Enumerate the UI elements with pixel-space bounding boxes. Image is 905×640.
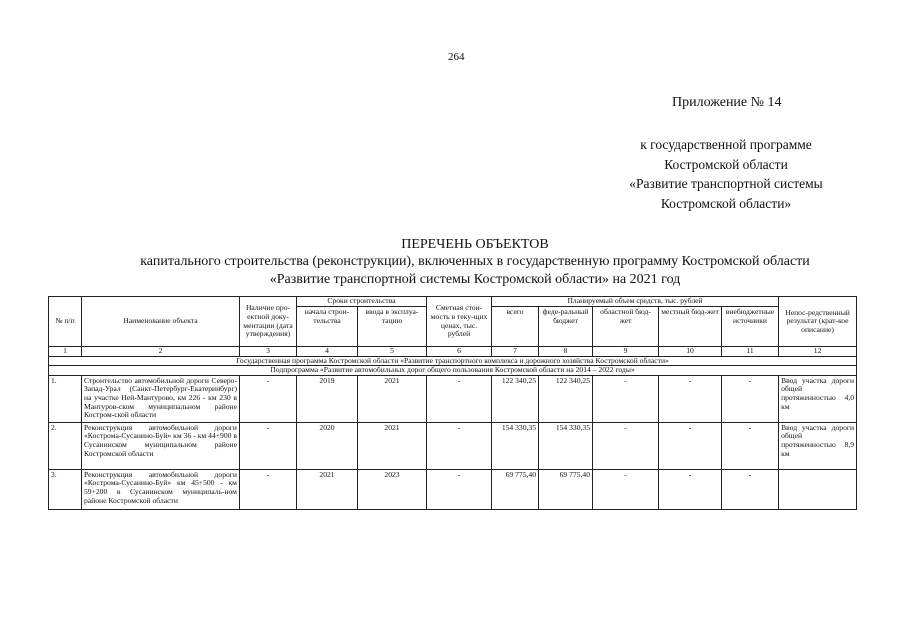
subprogram-row [49,366,857,376]
table-row [49,422,857,469]
document-title: ПЕРЕЧЕНЬ ОБЪЕКТОВ [401,237,549,252]
appendix-line: Костромской области [664,156,788,172]
row-num: 1. [49,375,82,422]
row-offbudget: - [722,375,779,422]
header-docs: Наличие про-ектной доку-ментации (дата утверждения) [240,297,297,347]
row-total: 154 330,35 [492,422,539,469]
row-offbudget: - [722,469,779,509]
row-name: Реконструкция автомобильной дороги «Кострома-Сусанино-Буй» км 45+500 - км 59+200 в Сусанинском муниципаль-ном районе Костромской области [82,469,240,509]
column-number: 9 [593,347,659,357]
row-local: - [659,422,722,469]
row-docs: - [240,375,297,422]
header-offbudget: внебюджетные источники [722,307,779,347]
row-name: Реконструкция автомобильной дороги «Кострома-Сусанино-Буй» км 36 - км 44+900 в Сусанинском муниципальном районе Костромской области [82,422,240,469]
row-local: - [659,469,722,509]
column-number: 5 [358,347,427,357]
header-funds-group: Планируемый объем средств, тыс. рублей [492,297,779,307]
program-title: Государственная программа Костромской области «Развитие транспортного комплекса и дорожного хозяйства Костромской области» [49,356,857,366]
row-total: 122 340,25 [492,375,539,422]
row-docs: - [240,422,297,469]
row-regional: - [593,375,659,422]
row-start: 2020 [297,422,358,469]
column-number: 10 [659,347,722,357]
header-federal: феде-ральный бюджет [539,307,593,347]
column-number: 1 [49,347,82,357]
row-name: Строительство автомобильной дороги Северо-Запад-Урал (Санкт-Петербург-Екатеринбург) на участке Ней-Мантурово, км 226 - км 230 в Мантуров-ском муниципальном районе Костром-ской области [82,375,240,422]
row-federal: 122 340,25 [539,375,593,422]
column-number: 4 [297,347,358,357]
row-regional: - [593,422,659,469]
appendix-title: Приложение № 14 [672,95,782,110]
document-subtitle-program: «Развитие транспортной системы Костромской области» на 2021 год [269,272,681,287]
header-row-1 [49,297,857,307]
header-local: местный бюд-жет [659,307,722,347]
column-numbers-row [49,347,857,357]
row-result: Ввод участка дороги общей протяженностью 4,0 км [779,375,857,422]
header-commission: ввода в эксплуа-тацию [358,307,427,347]
row-num: 3. [49,469,82,509]
row-federal: 69 775,40 [539,469,593,509]
row-num: 2. [49,422,82,469]
page-number: 264 [448,51,465,63]
table-row [49,375,857,422]
row-commission: 2023 [358,469,427,509]
row-local: - [659,375,722,422]
row-commission: 2021 [358,375,427,422]
appendix-line: Костромской области» [660,195,792,211]
row-docs: - [240,469,297,509]
row-start: 2019 [297,375,358,422]
table-row [49,469,857,509]
header-name: Наименование объекта [82,297,240,347]
header-estimate: Сметная стои-мость в теку-щих ценах, тыс. рублей [427,297,492,347]
column-number: 3 [240,347,297,357]
appendix-line: «Развитие транспортной системы [629,176,823,191]
program-row [49,356,857,366]
row-estimate: - [427,422,492,469]
row-offbudget: - [722,422,779,469]
row-estimate: - [427,375,492,422]
row-start: 2021 [297,469,358,509]
row-result [779,469,857,509]
header-regional: областной бюд-жет [593,307,659,347]
header-result: Непос-редственный результат (крат-кое описание) [779,297,857,347]
objects-table [48,296,857,510]
column-number: 12 [779,347,857,357]
column-number: 2 [82,347,240,357]
column-number: 6 [427,347,492,357]
header-terms-group: Сроки строительства [297,297,427,307]
row-regional: - [593,469,659,509]
appendix-line: к государственной программе [640,137,812,152]
subprogram-title: Подпрограмма «Развитие автомобильных дорог общего пользования Костромской области на 2014 – 2022 годы» [49,366,857,376]
document-subtitle: капитального строительства (реконструкции), включенных в государственную программу Костромской области [140,254,810,269]
column-number: 8 [539,347,593,357]
header-total: всего [492,307,539,347]
row-total: 69 775,40 [492,469,539,509]
row-federal: 154 330,35 [539,422,593,469]
row-commission: 2021 [358,422,427,469]
header-start: начала строи-тельства [297,307,358,347]
column-number: 7 [492,347,539,357]
header-num: № п/п [49,297,82,347]
row-result: Ввод участка дороги общей протяженностью 8,9 км [779,422,857,469]
appendix-subtitle [606,135,846,213]
column-number: 11 [722,347,779,357]
row-estimate: - [427,469,492,509]
